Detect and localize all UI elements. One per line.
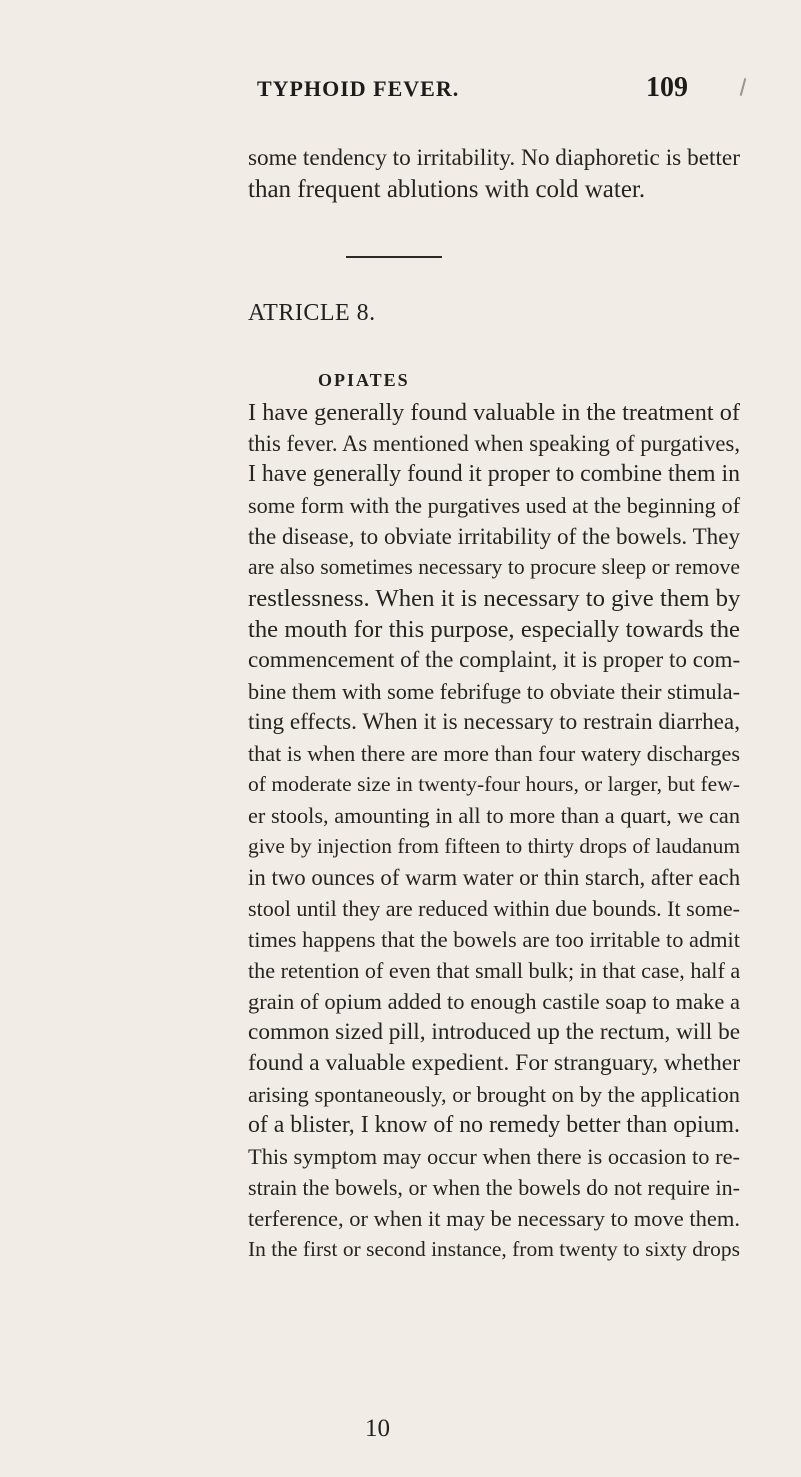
text-line: grain of opium added to enough castile soap to make a bbox=[248, 989, 740, 1014]
text-line: some form with the purgatives used at the beginning of bbox=[248, 493, 740, 518]
text-line: common sized pill, introduced up the rectum, will be bbox=[248, 1019, 741, 1045]
text-line: bine them with some febrifuge to obviate their stimula- bbox=[248, 679, 740, 704]
body-paragraph bbox=[248, 397, 740, 1265]
text-line: ting effects. When it is necessary to restrain diarrhea, bbox=[248, 709, 740, 735]
running-title: TYPHOID FEVER. bbox=[257, 76, 460, 101]
text-line: stool until they are reduced within due bounds. It some- bbox=[248, 896, 740, 921]
signature-mark: 10 bbox=[365, 1415, 390, 1442]
text-line: the mouth for this purpose, especially towards the bbox=[248, 616, 740, 643]
text-line: some tendency to irritability. No diaphoretic is better bbox=[248, 145, 740, 171]
page-number: 109 bbox=[646, 72, 688, 103]
text-line: the disease, to obviate irritability of the bowels. They bbox=[248, 523, 740, 549]
text-line: I have generally found it proper to combine them in bbox=[248, 461, 740, 487]
text-line: than frequent ablutions with cold water. bbox=[248, 176, 646, 203]
article-heading: ATRICLE 8. bbox=[248, 300, 376, 326]
text-line: er stools, amounting in all to more than a quart, we can bbox=[248, 803, 740, 828]
text-line: In the first or second instance, from twenty to sixty drops bbox=[248, 1237, 740, 1261]
text-line: in two ounces of warm water or thin starch, after each bbox=[248, 865, 741, 890]
text-line: strain the bowels, or when the bowels do not require in- bbox=[248, 1175, 740, 1200]
running-head bbox=[0, 72, 801, 106]
text-line: that is when there are more than four watery discharges bbox=[248, 741, 740, 766]
opening-paragraph bbox=[248, 143, 740, 205]
text-line: of moderate size in twenty-four hours, or larger, but few- bbox=[248, 772, 740, 796]
section-heading: OPIATES bbox=[318, 370, 410, 390]
text-line: found a valuable expedient. For stranguary, whether bbox=[248, 1050, 741, 1076]
text-line: are also sometimes necessary to procure sleep or remove bbox=[248, 555, 740, 579]
text-line: restlessness. When it is necessary to give them by bbox=[248, 585, 741, 612]
section-divider bbox=[346, 256, 442, 258]
text-line: give by injection from fifteen to thirty drops of laudanum bbox=[248, 834, 740, 858]
text-line: terference, or when it may be necessary to move them. bbox=[248, 1206, 741, 1231]
text-line: this fever. As mentioned when speaking of purgatives, bbox=[248, 431, 740, 456]
text-line: arising spontaneously, or brought on by the application bbox=[248, 1082, 740, 1107]
text-line: This symptom may occur when there is occasion to re- bbox=[248, 1144, 740, 1169]
text-line: commencement of the complaint, it is proper to com- bbox=[248, 647, 741, 673]
text-line: times happens that the bowels are too irritable to admit bbox=[248, 927, 740, 952]
text-line: the retention of even that small bulk; in that case, half a bbox=[248, 958, 741, 983]
text-line: of a blister, I know of no remedy better than opium. bbox=[248, 1112, 740, 1138]
text-line: I have generally found valuable in the treatment of bbox=[248, 399, 740, 426]
